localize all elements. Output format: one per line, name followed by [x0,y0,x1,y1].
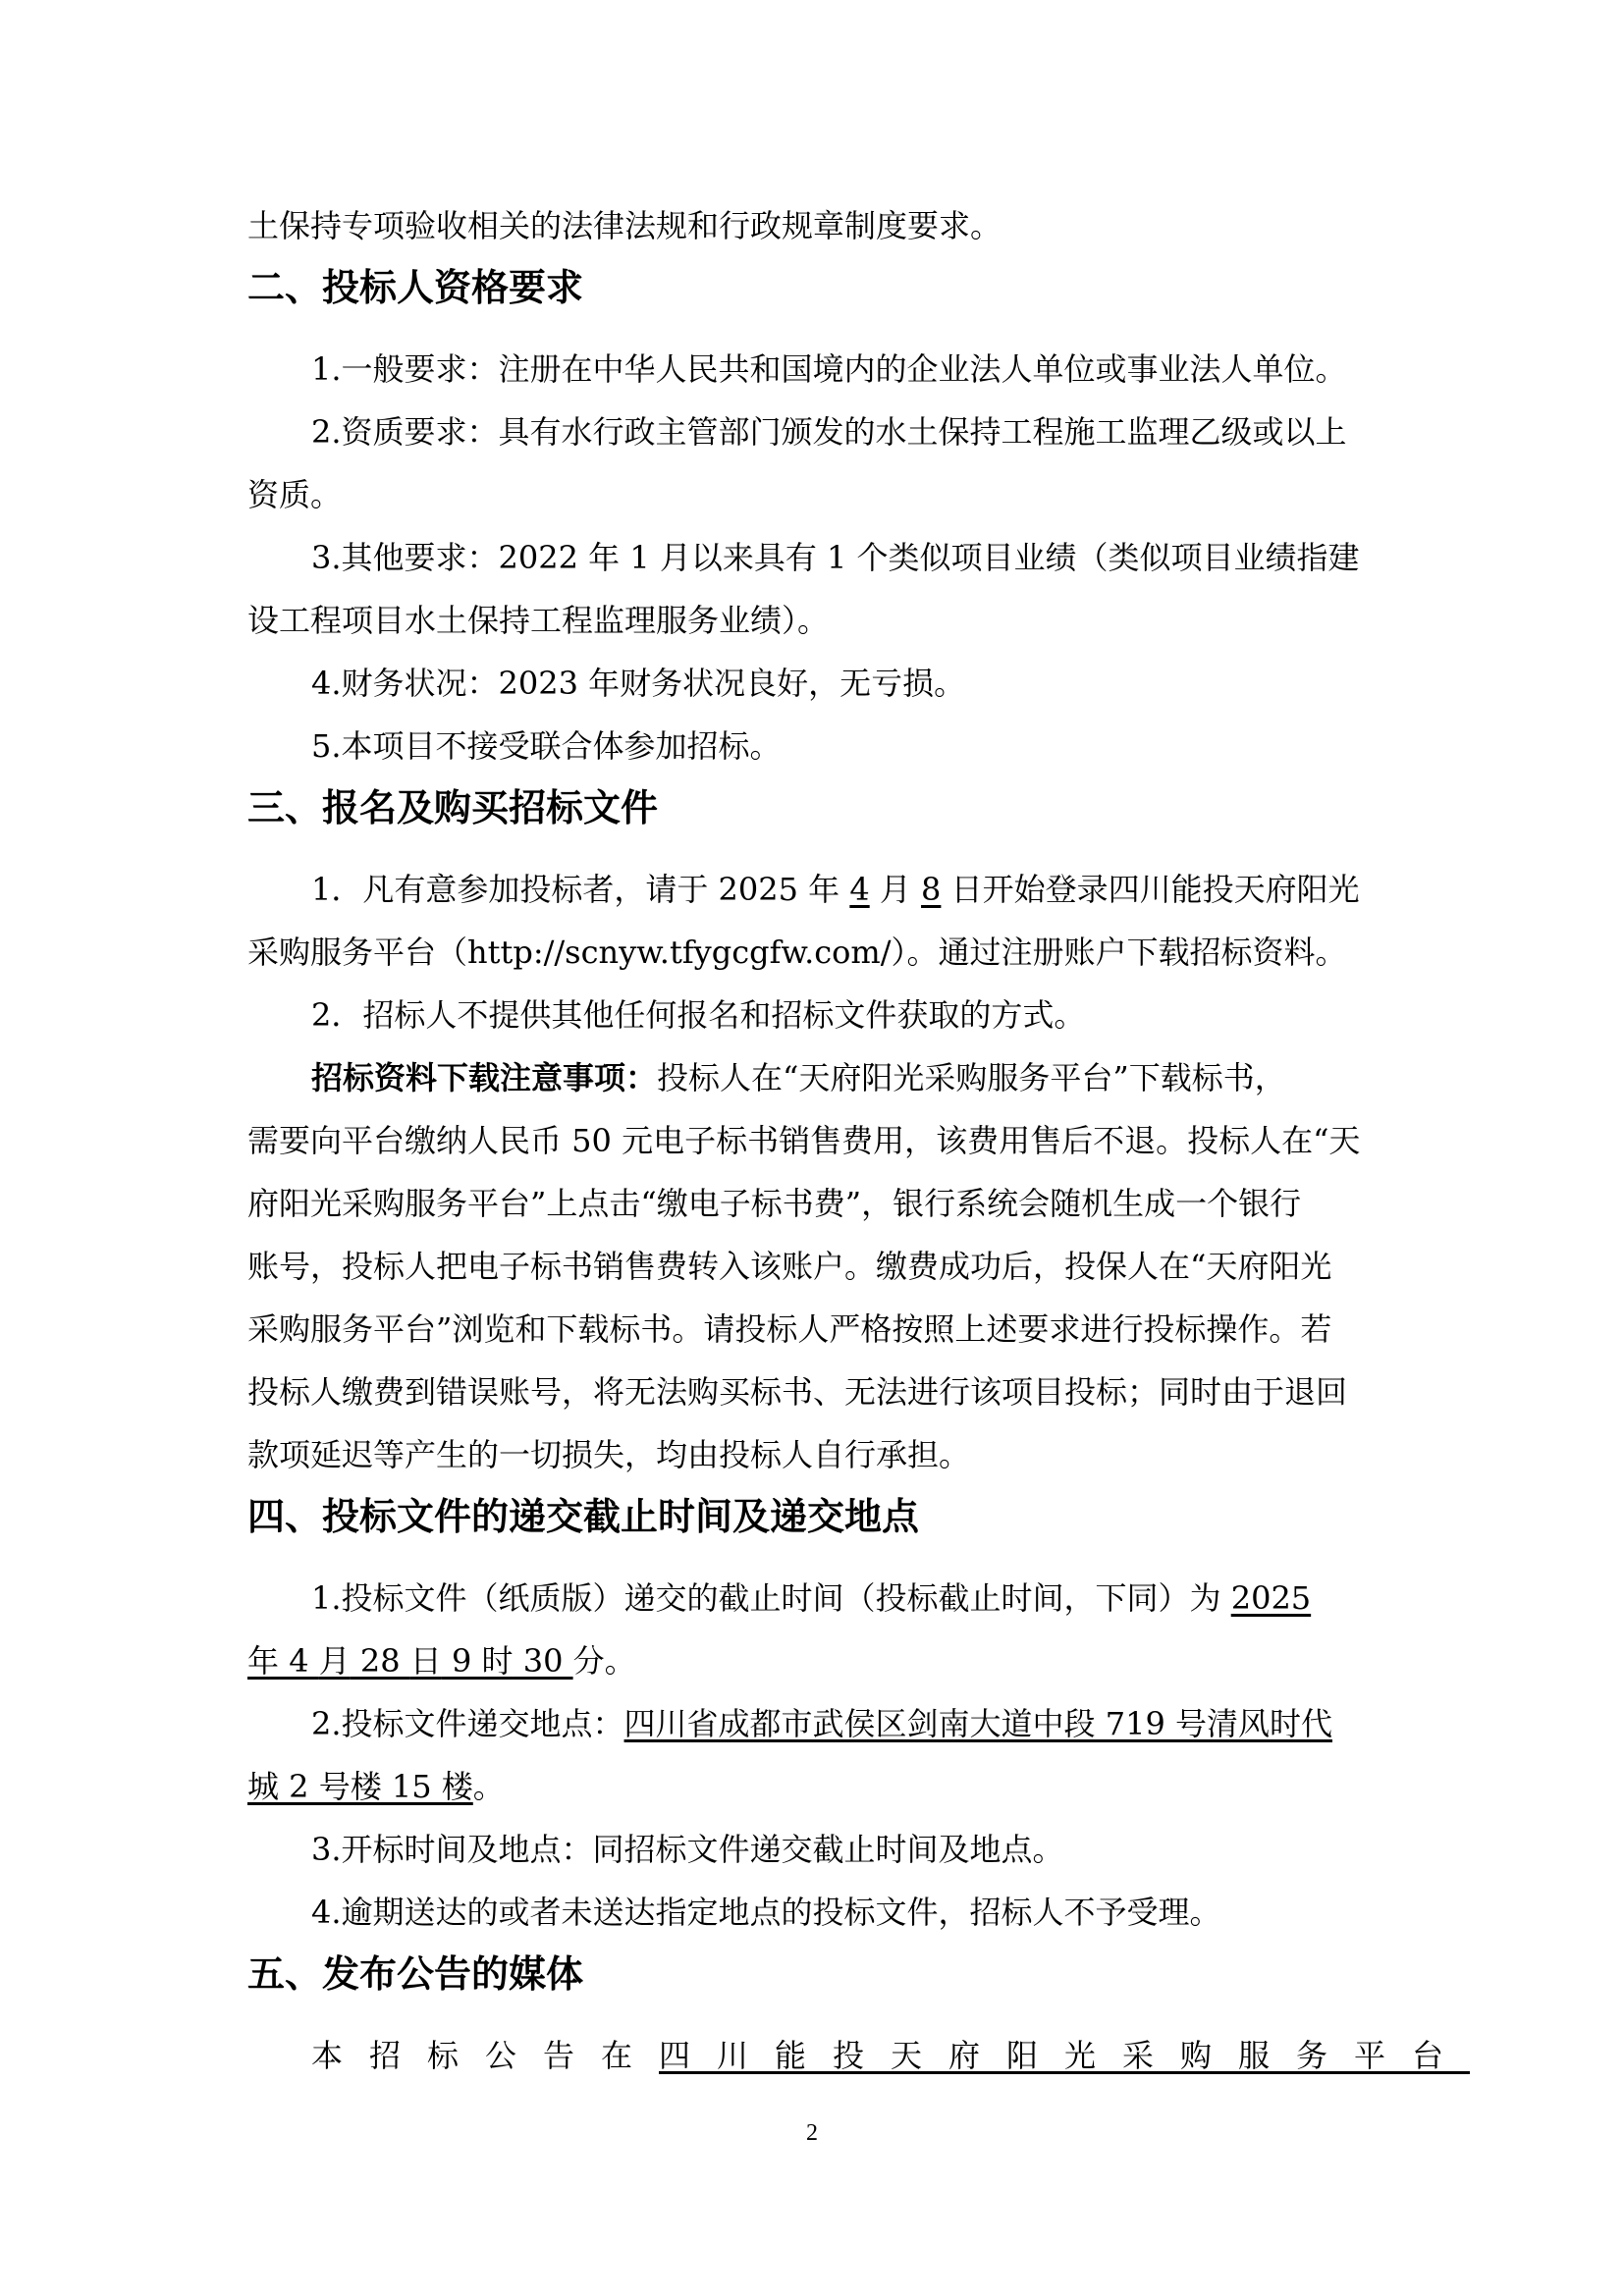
registration-item-1-prefix: 1．凡有意参加投标者，请于 2025 年 [311,871,850,908]
registration-item-1-line-2: 采购服务平台（http://scnyw.tfygcgfw.com/）。通过注册账户下载招标资料。 [247,934,1347,971]
requirement-2-line-1: 2.资质要求：具有水行政主管部门颁发的水土保持工程施工监理乙级或以上 [311,413,1347,451]
requirement-1: 1.一般要求：注册在中华人民共和国境内的企业法人单位或事业法人单位。 [311,350,1347,388]
deadline-day-unit: 日 [409,1642,442,1680]
deadline-minute-unit: 分。 [572,1642,636,1680]
submission-address-end: 。 [472,1768,505,1805]
submission-address-part-2: 城 2 号楼 15 楼 [247,1768,473,1805]
registration-item-1-suffix: 日开始登录四川能投天府阳光 [941,871,1360,908]
deadline-day: 28 [350,1642,410,1680]
deadline-minute: 30 [513,1642,573,1680]
section-heading-4: 四、投标文件的递交截止时间及递交地点 [247,1495,920,1538]
deadline-hour: 9 [441,1642,482,1680]
deadline-year-unit: 年 [247,1642,280,1680]
download-note-text: 投标人在“天府阳光采购服务平台”下载标书， [657,1059,1286,1096]
registration-item-1-line-1 [311,868,1386,911]
registration-item-2: 2．招标人不提供其他任何报名和招标文件获取的方式。 [311,996,1086,1034]
deadline-month-unit: 月 [318,1642,351,1680]
download-note-line-6: 投标人缴费到错误账号，将无法购买标书、无法进行该项目投标；同时由于退回 [247,1373,1348,1411]
opening-time-place: 3.开标时间及地点：同招标文件递交截止时间及地点。 [311,1831,1064,1868]
deadline-hour-unit: 时 [481,1642,514,1680]
submission-location-label: 2.投标文件递交地点： [311,1705,624,1742]
download-note-line-7: 款项延迟等产生的一切损失，均由投标人自行承担。 [247,1436,971,1473]
registration-month: 4 [849,871,870,908]
download-note-line-4: 账号，投标人把电子标书销售费转入该账户。缴费成功后，投保人在“天府阳光 [247,1248,1332,1285]
download-note-line-2: 需要向平台缴纳人民币 50 元电子标书销售费用，该费用售后不退。投标人在“天 [247,1122,1361,1159]
requirement-2-line-2: 资质。 [247,476,343,513]
deadline-line-2 [247,1639,1386,1682]
download-note-line-3: 府阳光采购服务平台”上点击“缴电子标书费”，银行系统会随机生成一个银行 [247,1185,1302,1222]
submission-location-line-1 [311,1702,1386,1745]
submission-address-part-1: 四川省成都市武侯区剑南大道中段 719 号清风时代 [623,1705,1332,1742]
deadline-month: 4 [279,1642,319,1680]
section-heading-2: 二、投标人资格要求 [247,266,584,309]
requirement-5: 5.本项目不接受联合体参加招标。 [311,727,782,765]
requirement-3-line-2: 设工程项目水土保持工程监理服务业绩）。 [247,602,830,639]
registration-month-unit: 月 [869,871,922,908]
requirement-3-line-1: 3.其他要求：2022 年 1 月以来具有 1 个类似项目业绩（类似项目业绩指建 [311,539,1360,576]
requirement-4: 4.财务状况：2023 年财务状况良好，无亏损。 [311,665,966,702]
paragraph-continuation: 土保持专项验收相关的法律法规和行政规章制度要求。 [247,207,1002,244]
media-prefix: 本招标公告在 [311,2037,660,2074]
submission-location-line-2 [247,1765,1386,1808]
download-note-label: 招标资料下载注意事项： [311,1059,658,1096]
media-line [311,2034,1471,2077]
deadline-line-1 [311,1576,1386,1620]
section-heading-3: 三、报名及购买招标文件 [247,786,659,829]
media-platform-name: 四川能投天府阳光采购服务平台 [659,2037,1471,2074]
download-note-line-1 [311,1056,1386,1099]
late-submission-note: 4.逾期送达的或者未送达指定地点的投标文件，招标人不予受理。 [311,1894,1221,1931]
registration-day: 8 [921,871,942,908]
deadline-year: 2025 [1230,1579,1312,1617]
deadline-datetime [247,1642,573,1680]
deadline-prefix: 1.投标文件（纸质版）递交的截止时间（投标截止时间，下同）为 [311,1579,1231,1617]
page-number: 2 [806,2120,818,2146]
download-note-line-5: 采购服务平台”浏览和下载标书。请投标人严格按照上述要求进行投标操作。若 [247,1310,1332,1348]
section-heading-5: 五、发布公告的媒体 [247,1952,584,1996]
